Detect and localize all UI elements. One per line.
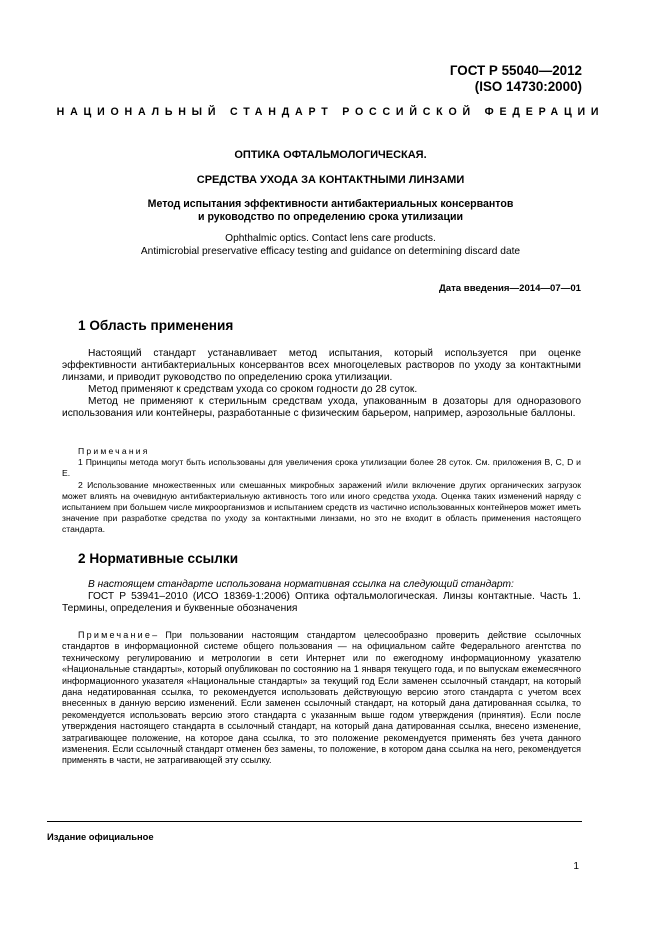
note-1: 1 Принципы метода могут быть использованы для увеличения срока утилизации более 28 суток. См. приложения B, C, D и E. [62,457,581,479]
title-line-1: ОПТИКА ОФТАЛЬМОЛОГИЧЕСКАЯ. [234,149,427,161]
official-edition-label: Издание официальное [47,831,154,842]
section-1-body [62,348,581,420]
section-2-body [62,579,581,615]
section-2-heading: 2 Нормативные ссылки [78,551,239,566]
english-title [40,232,621,258]
footer-divider [47,821,582,822]
note-2: 2 Использование множественных или смешанных микробных заражений и/или включение других органических загрузок может влиять на очевидную антибактериальную активность того или иного средства ухода. Оценка таких изменений наряду с испытанием при большем числе микроорганизмов и испытанием средств из частично использованных контейнеров может иметь значение при разработке средства по уходу за контактными линзами, но это не входит в область применения настоящего стандарта. [62,479,581,535]
english-title-line-2: Antimicrobial preservative efficacy testing and guidance on determining discard date [140,246,521,257]
iso-code: (ISO 14730:2000) [474,79,582,94]
notes-label: Примечания [78,446,150,456]
section-1-paragraph-1: Настоящий стандарт устанавливает метод испытания, который используется при оценке эффективности антибактериальных консервантов всех многоцелевых растворов по уходу за контактными линзами, и приводит руководство по определению срока утилизации. [62,348,581,383]
normative-reference: ГОСТ Р 53941–2010 (ИСО 18369-1:2006) Оптика офтальмологическая. Линзы контактные. Часть 1. Термины, определения и буквенные обозначения [62,591,581,614]
section-2-note [62,630,581,767]
english-title-line-1: Ophthalmic optics. Contact lens care products. [225,233,436,244]
title-subtitle-line-1: Метод испытания эффективности антибактериальных консервантов [147,198,514,210]
section-1-heading: 1 Область применения [78,318,234,333]
section-1-paragraph-2: Метод применяют к средствам ухода со сроком годности до 28 суток. [88,384,418,395]
standard-code: ГОСТ Р 55040—2012 [449,63,582,78]
section-2-note-text: – При пользовании настоящим стандартом целесообразно проверить действие ссылочных стандартов в информационной системе общего пользования — на официальном сайте Федерального агентства по техническому регулированию и метрологии в сети Интернет или по ежегодному информационному указателю «Национальные стандарты», который опубликован по состоянию на 1 января текущего года, и по выпускам ежемесячного информационного указателя «Национальные стандарты» за текущий год Если заменен ссылочный стандарт, на который дана недатированная ссылка, то рекомендуется использовать действующую версию этого стандарта с учетом всех внесенных в данную версию изменений. Если заменен ссылочный стандарт, на который дана датированная ссылка, то рекомендуется использовать версию этого стандарта с указанным выше годом утверждения (принятия). Если после утверждения настоящего стандарта в ссылочный стандарт, на который дана датированная ссылка, внесено изменение, затрагивающее положение, на которое дана ссылка, то это положение рекомендуется применять без учета данного изменения. Если ссылочный стандарт отменен без замены, то положение, в котором дана ссылка на него, рекомендуется применять в части, не затрагивающей эту ссылку. [62,630,581,766]
section-1-paragraph-3: Метод не применяют к стерильным средствам ухода, упакованным в дозаторы для одноразового использования или контейнеры, разработанные с физическим барьером, например, аэрозольные баллоны. [62,396,581,419]
page-number: 1 [573,861,579,872]
title-line-2: СРЕДСТВА УХОДА ЗА КОНТАКТНЫМИ ЛИНЗАМИ [196,174,465,186]
section-2-note-label: Примечание [78,630,153,640]
national-standard-heading: НАЦИОНАЛЬНЫЙ СТАНДАРТ РОССИЙСКОЙ ФЕДЕРАЦИИ [56,106,605,118]
introduction-date: Дата введения—2014—07—01 [438,283,581,294]
title-subtitle [40,198,621,224]
title-subtitle-line-2: и руководство по определению срока утилизации [197,211,463,223]
section-2-intro: В настоящем стандарте использована нормативная ссылка на следующий стандарт: [88,579,514,590]
section-1-notes [62,446,581,536]
